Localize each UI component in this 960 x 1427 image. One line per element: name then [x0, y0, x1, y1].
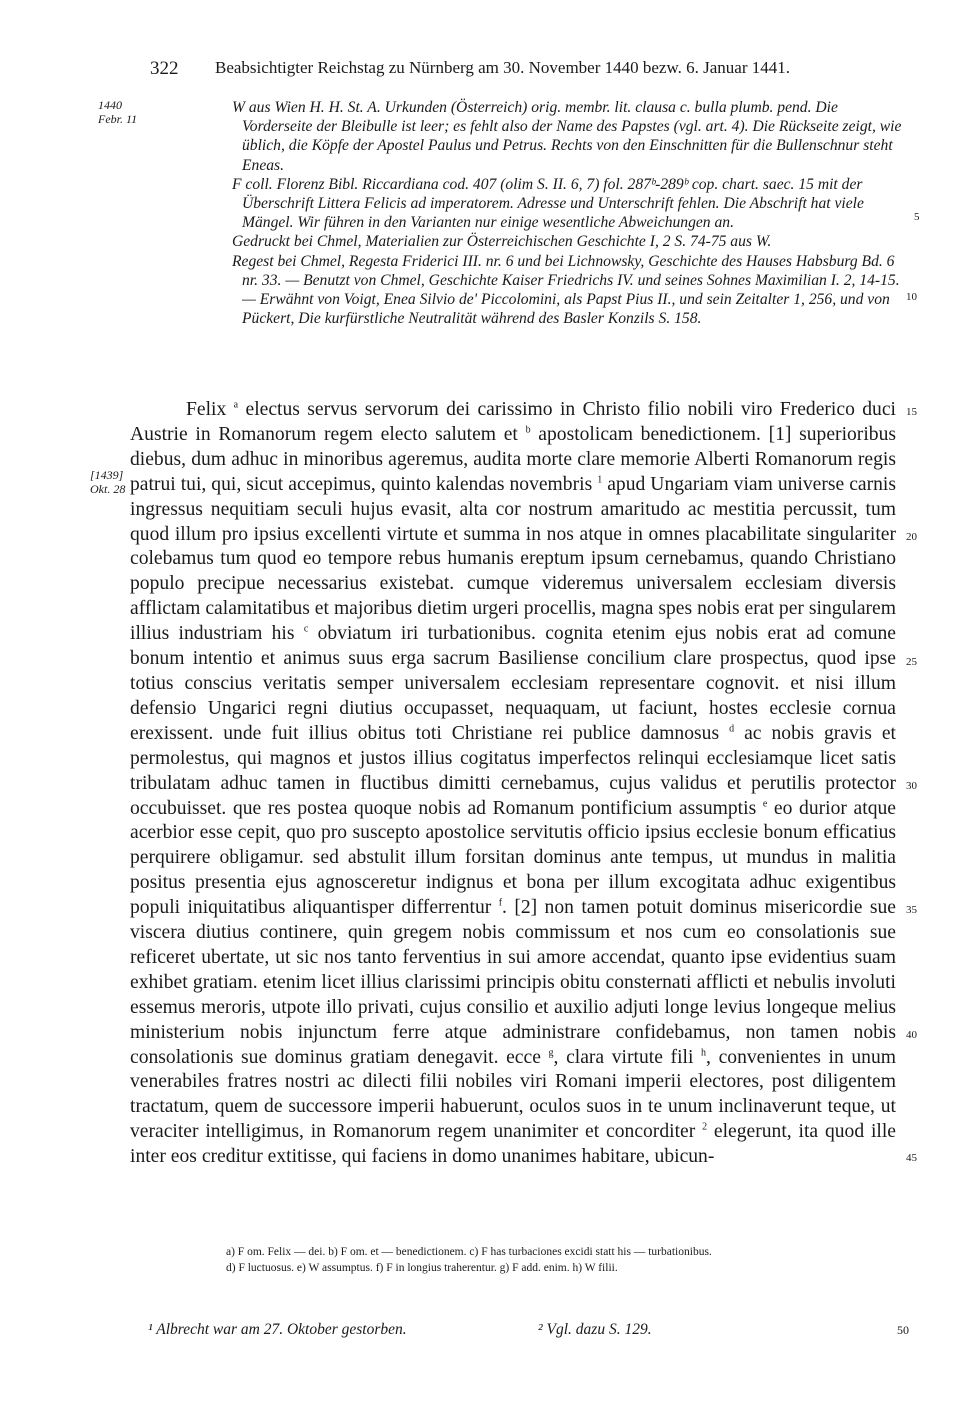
margin-date-2-day: Okt. 28 [90, 482, 126, 496]
text-segment: , convenientes in unum venerabiles fratres nostri ac dilecti filii nobiles viri Romani imperii electores, post diligentem tractatum, quem de successore imperii habuerunt, oculos suos in te unum inclinaverunt teque, ut veraciter intelligimus, in Romanorum regem unanimiter et concorditer [130, 1046, 897, 1143]
variant-mark: a [233, 399, 239, 411]
variant-mark: c [303, 623, 309, 635]
margin-date-2 [90, 468, 125, 496]
line-number: 30 [906, 780, 917, 792]
page-number: 322 [150, 58, 179, 79]
sheet-number: 50 [897, 1323, 909, 1337]
running-head [150, 58, 850, 84]
variant-apparatus [226, 1244, 906, 1276]
margin-date-1-year: 1440 [98, 98, 122, 112]
line-number: 20 [906, 531, 917, 543]
variant-line: a) F om. Felix — dei. b) F om. et — benedictionem. c) F has turbaciones excidi statt his — turbationibus. [226, 1246, 712, 1258]
apparatus-source-f: F coll. Florenz Bibl. Riccardiana cod. 407 (olim S. II. 6, 7) fol. 287ᵇ-289ᵇ cop. chart. saec. 15 mit der Überschrift Littera Felicis ad imperatorem. Adresse und Unterschrift fehlen. Die Abschrift hat viele Mängel. Wir führen in den Varianten nur einige wesentliche Abweichungen an. [232, 175, 864, 232]
line-number: 10 [906, 291, 917, 303]
footnote-mark: 1 [597, 474, 603, 486]
footnote-1: ¹ Albrecht war am 27. Oktober gestorben. [148, 1321, 407, 1338]
variant-line: d) F luctuosus. e) W assumptus. f) F in longius traherentur. g) F add. enim. h) W filii. [226, 1262, 618, 1274]
variant-mark: f [498, 897, 503, 909]
apparatus-regest: Regest bei Chmel, Regesta Friderici III. nr. 6 und bei Lichnowsky, Geschichte des Hauses Habsburg Bd. 6 nr. 33. — Benutzt von Chmel, Geschichte Kaiser Friedrichs IV. und seines Sohnes Maximilian I. 2, 14-15. — Erwähnt von Voigt, Enea Silvio de' Piccolomini, als Papst Pius II., und sein Zeitalter 1, 256, und von Pückert, Die kurfürstliche Neutralität während des Basler Konzils S. 158. [232, 252, 900, 328]
footnote-mark: 2 [702, 1121, 708, 1133]
margin-date-1 [98, 98, 137, 126]
line-number: 45 [906, 1152, 917, 1164]
text-segment: , clara virtute fili [553, 1046, 702, 1068]
line-number: 5 [914, 211, 920, 223]
apparatus-printed: Gedruckt bei Chmel, Materialien zur Österreichischen Geschichte I, 2 S. 74-75 aus W. [232, 233, 772, 251]
variant-mark: d [729, 723, 735, 735]
line-number: 15 [906, 406, 917, 418]
text-segment: . [2] non tamen potuit dominus misericordie sue viscera diutius continere, quin gregem nobis commissum et nos cum eo consolationis sue reficeret ubertate, ut sic nos tanto ferventius in sui amore accendat, quanto ipse evidentius suam exhibet gratiam. etenim licet illius clarissimi principis obitu consternati afflicti et nebulis involuti essemus meroris, utpote illo privati, cujus consilio et auxilio adjuti longe levius longeque melius ministerium nobis injunctum ferre atque administrare confidebamus, non tamen nobis consolationis sue dominus gratiam denegavit. ecce [130, 897, 896, 1068]
line-number: 35 [906, 904, 917, 916]
margin-date-2-year: [1439] [90, 468, 124, 482]
text-segment: elegerunt, ita quod ille inter eos creditur extitisse, qui faciens in domo unanimes habitare, ubicun- [130, 1121, 896, 1168]
text-segment: eo durior atque acerbior esse cepit, quo pro suscepto apostolice servitutis officio ipsius ecclesie bonum efficatius perquirere obligamur. sed abstulit illum forsitan dominus ante tempus, ut mundus in malitia positus presentia ejus agnosceretur indignus et bona per illum excogitata adhuc exigentibus populi iniquitatibus aliquantisper differrentur [130, 797, 896, 919]
margin-date-1-day: Febr. 11 [98, 112, 138, 126]
text-segment: apostolicam benedictionem. [1] superioribus diebus, dum adhuc in minoribus ageremus, audita morte clare memorie Alberti Romanorum regis patrui tui, qui, sicut accepimus, quinto kalendas novembris [130, 423, 896, 495]
variant-mark: e [762, 797, 768, 809]
footnotes [148, 1321, 908, 1343]
text-segment: apud Ungariam viam universe carnis ingressus nequitiam seculi hujus evasit, alta cor nostrum amaritudo ac mestitia percussit, tum quod illum pro ipsius excellenti virtute et summa in nos atque in omnes placabilitate singulariter colebamus tum quod eo tempore rebus humanis ereptum ipsum cernebamus, quando Christiano populo precipue necessarius existebat. cumque videremus universalem ecclesiam diversis afflictam calamitatibus et majoribus dietim urgeri procellis, magna spes nobis erat per singularem illius industriam his [130, 473, 896, 645]
text-segment: electus servus servorum dei carissimo in Christo filio nobili viro Frederico duci Austrie in Romanorum regem electo salutem et [130, 399, 896, 445]
source-apparatus [232, 98, 902, 328]
footnote-2: ² Vgl. dazu S. 129. [538, 1321, 652, 1338]
line-number: 40 [906, 1029, 917, 1041]
apparatus-source-w: W aus Wien H. H. St. A. Urkunden (Österreich) orig. membr. lit. clausa c. bulla plumb. pend. Die Vorderseite der Bleibulle ist leer; es fehlt also der Name des Papstes (vgl. art. 4). Die Rückseite zeigt, wie üblich, die Köpfe der Apostel Paulus und Petrus. Rechts von den Einschnitten für die Bullenschnur steht Eneas. [232, 99, 902, 174]
main-text [130, 398, 896, 1170]
running-title: Beabsichtigter Reichstag zu Nürnberg am 30. November 1440 bezw. 6. Januar 1441. [215, 58, 791, 77]
text-segment: obviatum iri turbationibus. cognita etenim ejus nobis erat ad comune bonum intentio et animus suus erga sacrum Basiliense concilium clare prospectus, quod ipse totius conscius veritatis semper universalem ecclesiam representare cognovit. et nisi illum defensio Ungarici regni diutius occupasset, nequaquam, ut faciunt, hostes ecclesie cornua erexissent. unde fuit illius obitus toti Christiane rei publice damnosus [130, 623, 896, 744]
text-segment: Felix [186, 399, 234, 420]
line-number: 25 [906, 656, 917, 668]
variant-mark: b [525, 424, 531, 436]
variant-mark: g [548, 1047, 554, 1059]
variant-mark: h [701, 1047, 707, 1059]
text-segment: ac nobis gravis et permolestus, qui magnos et justos illius cogitatus imperfectos relinqui ecclesiamque licet satis tribulatam adhuc tamen in fluctibus dimitti cernebamus, cujus validus et perutilis protector occubuisset. que res postea quoque nobis ad Romanum pontificium assumptis [130, 722, 896, 819]
